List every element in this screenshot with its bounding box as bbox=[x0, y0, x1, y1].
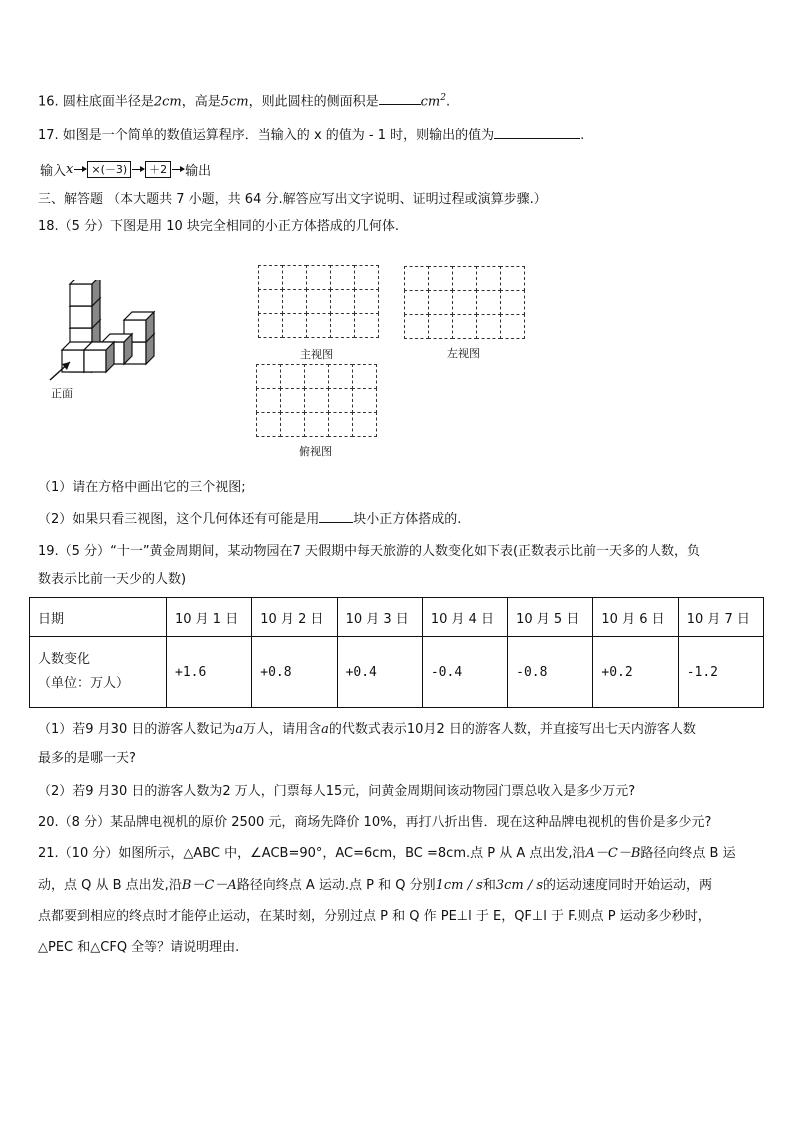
q19-sub2: （2）若9 月30 日的游客人数为2 万人，门票每人15元，问黄金周期间该动物园门票总收入是多少万元? bbox=[38, 784, 636, 799]
arrow-icon bbox=[172, 169, 184, 170]
question-20: 20.（8 分）某品牌电视机的原价 2500 元，商场先降价 10%，再打八折出售．现在这种品牌电视机的售价是多少元? bbox=[38, 815, 712, 830]
question-19-line-2: 数表示比前一天少的人数) bbox=[38, 572, 187, 587]
table-header-row: 日期 10 月 1 日 10 月 2 日 10 月 3 日 10 月 4 日 10 月 5 日 10 月 6 日 10 月 7 日 bbox=[30, 598, 764, 637]
section-3-heading: 三、解答题 （本大题共 7 小题，共 64 分.解答应写出文字说明、证明过程或演算步骤.） bbox=[38, 192, 547, 207]
table-row: 人数变化 （单位：万人） +1.6 +0.8 +0.4 -0.4 -0.8 +0.2 -1.2 bbox=[30, 637, 764, 708]
arrow-icon bbox=[132, 169, 144, 170]
question-21-line-4: △PEC 和△CFQ 全等？请说明理由. bbox=[38, 940, 240, 955]
question-19-line-1: 19.（5 分）“十一”黄金周期间，某动物园在7 天假期中每天旅游的人数变化如下表(正数表示比前一天多的人数，负 bbox=[38, 544, 701, 559]
left-view-label: 左视图 bbox=[447, 347, 480, 360]
question-16: 16. 圆柱底面半径是2cm，高是5cm，则此圆柱的侧面积是 $cm^2$. bbox=[38, 88, 450, 112]
top-view-grid[interactable] bbox=[256, 364, 376, 436]
q16-number: 16. bbox=[38, 94, 59, 110]
front-view-grid[interactable] bbox=[258, 265, 378, 337]
computation-flow-diagram: 输入 x ×(－3) ＋2 输出 bbox=[40, 162, 212, 179]
question-17: 17. 如图是一个简单的数值运算程序．当输入的 x 的值为 - 1 时，则输出的值为 . bbox=[38, 124, 584, 146]
q19-sub1-line-2: 最多的是哪一天? bbox=[38, 751, 136, 766]
q19-sub1-line-1: （1）若9 月30 日的游客人数记为a万人，请用含a的代数式表示10月2 日的游客人数，并直接写出七天内游客人数 bbox=[38, 722, 696, 737]
left-view-grid[interactable] bbox=[404, 266, 524, 338]
front-direction-label: 正面 bbox=[51, 387, 73, 400]
visitor-change-table bbox=[29, 597, 764, 708]
question-21-line-2: 动，点 Q 从 B 点出发,沿B－C－A路径向终点 A 运动.点 P 和 Q 分别1cm / s和3cm / s的运动速度同时开始运动，两 bbox=[38, 878, 713, 893]
multiply-box: ×(－3) bbox=[87, 161, 131, 178]
arrow-icon bbox=[74, 169, 86, 170]
add-box: ＋2 bbox=[145, 161, 171, 178]
front-view-label: 主视图 bbox=[300, 348, 333, 361]
q18-sub2: （2）如果只看三视图，这个几何体还有可能是用 块小正方体搭成的. bbox=[38, 508, 461, 530]
answer-blank[interactable] bbox=[379, 90, 421, 105]
answer-blank[interactable] bbox=[494, 124, 580, 139]
q18-sub1: （1）请在方格中画出它的三个视图; bbox=[38, 480, 246, 495]
question-21-line-3: 点都要到相应的终点时才能停止运动，在某时刻，分别过点 P 和 Q 作 PE⊥l 于 E，QF⊥l 于 F.则点 P 运动多少秒时， bbox=[38, 909, 711, 924]
question-18: 18.（5 分）下图是用 10 块完全相同的小正方体搭成的几何体. bbox=[38, 219, 400, 234]
question-21-line-1: 21.（10 分）如图所示，△ABC 中，∠ACB=90°，AC=6cm，BC =8cm.点 P 从 A 点出发,沿A－C－B路径向终点 B 运 bbox=[38, 846, 736, 861]
top-view-label: 俯视图 bbox=[299, 445, 332, 458]
answer-blank[interactable] bbox=[319, 508, 353, 523]
